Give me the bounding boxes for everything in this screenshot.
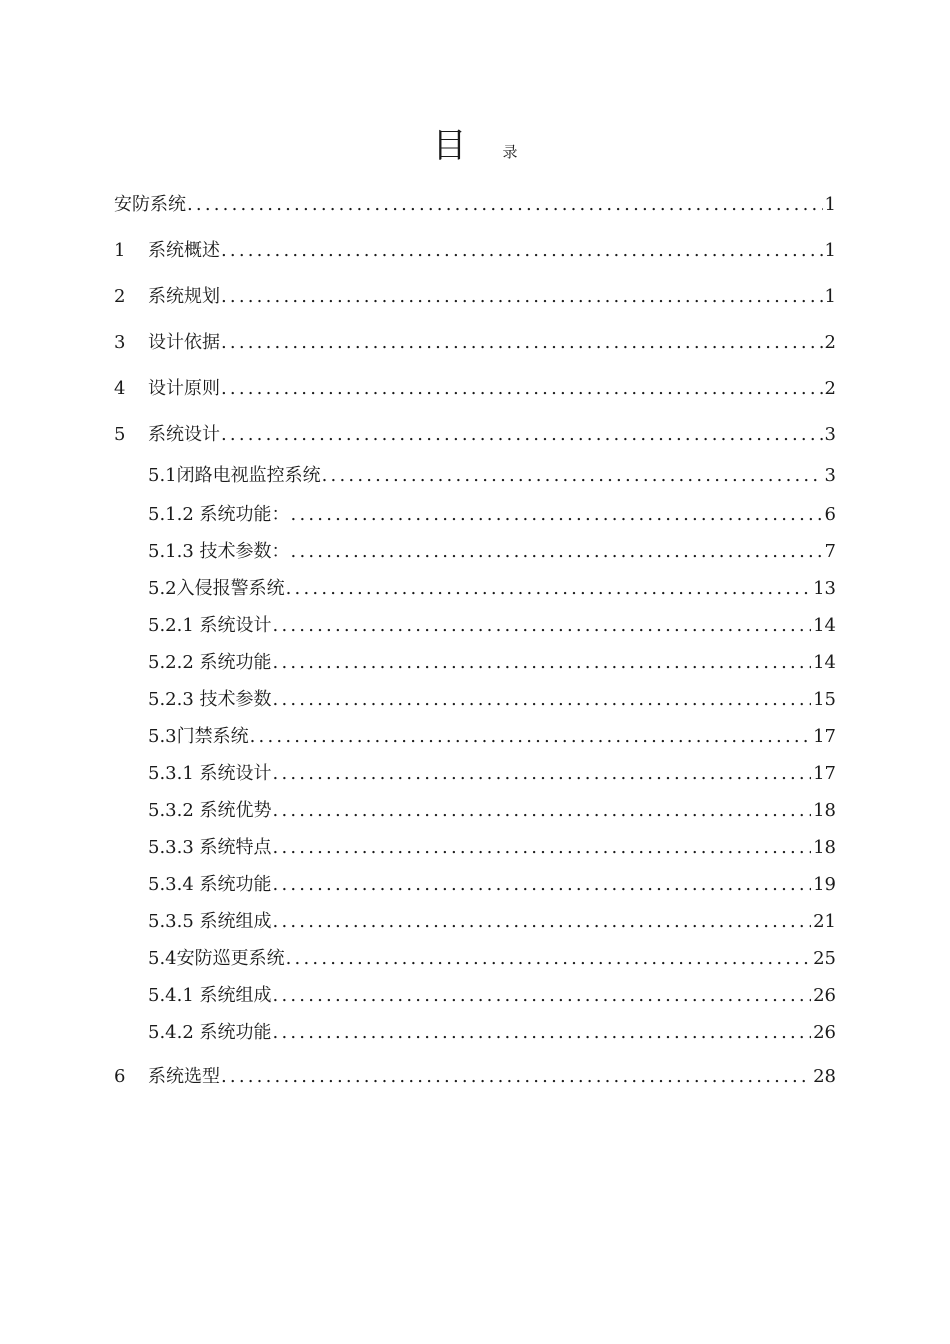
toc-entry-page: 26: [813, 985, 836, 1006]
toc-leader-dots: [273, 910, 812, 934]
toc-entry[interactable]: [148, 910, 836, 934]
toc-entry-label: 5.4.1 系统组成: [148, 985, 272, 1006]
toc-entry[interactable]: [114, 1065, 836, 1089]
toc-entry-page: 1: [824, 286, 836, 307]
toc-entry-number: 1: [114, 240, 126, 261]
toc-leader-dots: [286, 577, 811, 601]
toc-entry-page: 13: [813, 578, 836, 599]
toc-entry-label: 5.3.1 系统设计: [148, 763, 272, 784]
toc-entry-label: 5.3.3 系统特点: [148, 837, 272, 858]
toc-entry-label: 设计依据: [148, 332, 220, 353]
toc-leader-dots: [221, 377, 823, 401]
toc-leader-dots: [221, 239, 823, 263]
toc-entry[interactable]: [148, 836, 836, 860]
toc-entry[interactable]: [148, 464, 836, 488]
toc-entry-page: 17: [813, 763, 836, 784]
toc-entry-label: 安防系统: [114, 194, 186, 215]
toc-entry-page: 2: [824, 332, 836, 353]
toc-entry[interactable]: [148, 614, 836, 638]
toc-entry-page: 1: [824, 194, 836, 215]
toc-entry-number: 4: [114, 378, 126, 399]
toc-entry[interactable]: [148, 725, 836, 749]
toc-leader-dots: [221, 423, 823, 447]
toc-entry-label: 5.1.3 技术参数：: [148, 541, 290, 562]
toc-leader-dots: [221, 331, 823, 355]
toc-entry-number: 3: [114, 332, 126, 353]
toc-entry-label: 5.3.4 系统功能: [148, 874, 272, 895]
toc-leader-dots: [221, 1065, 811, 1089]
toc-leader-dots: [273, 984, 812, 1008]
toc-entry[interactable]: [114, 331, 836, 355]
toc-title-secondary: 录: [502, 143, 518, 161]
toc-leader-dots: [273, 1021, 812, 1045]
toc-entry[interactable]: [148, 873, 836, 897]
toc-title: [0, 118, 950, 167]
toc-entry[interactable]: [148, 1021, 836, 1045]
toc-entry-label: 系统设计: [148, 424, 220, 445]
toc-leader-dots: [273, 873, 812, 897]
toc-entry-label: 5.2.2 系统功能: [148, 652, 272, 673]
toc-title-main: 目: [432, 126, 467, 166]
toc-leader-dots: [286, 947, 811, 971]
toc-leader-dots: [322, 464, 823, 488]
toc-leader-dots: [273, 651, 812, 675]
toc-leader-dots: [291, 540, 823, 564]
toc-entry-number: 5: [114, 424, 126, 445]
toc-entry[interactable]: [148, 799, 836, 823]
toc-entry-page: 26: [813, 1022, 836, 1043]
toc-leader-dots: [273, 614, 812, 638]
toc-entry-label: 5.1闭路电视监控系统: [148, 465, 321, 486]
toc-entry-label: 5.3门禁系统: [148, 726, 249, 747]
toc-entry-page: 25: [813, 948, 836, 969]
toc-entry-page: 17: [813, 726, 836, 747]
toc-entry-page: 18: [813, 837, 836, 858]
toc-entry[interactable]: [148, 688, 836, 712]
toc-entry-page: 28: [813, 1066, 836, 1087]
toc-entry[interactable]: [148, 947, 836, 971]
toc-entry[interactable]: [148, 762, 836, 786]
toc-entry-label: 系统规划: [148, 286, 220, 307]
toc-entry[interactable]: [114, 423, 836, 447]
toc-entry[interactable]: [114, 193, 836, 217]
toc-entry-page: 6: [824, 504, 836, 525]
toc-entry[interactable]: [148, 540, 836, 564]
toc-entry-page: 18: [813, 800, 836, 821]
toc-entry-label: 设计原则: [148, 378, 220, 399]
toc-entry-label: 5.2入侵报警系统: [148, 578, 285, 599]
toc-entry[interactable]: [114, 285, 836, 309]
toc-leader-dots: [221, 285, 823, 309]
toc-leader-dots: [291, 503, 823, 527]
toc-leader-dots: [273, 762, 812, 786]
toc-leader-dots: [273, 799, 812, 823]
toc-entry[interactable]: [114, 377, 836, 401]
toc-leader-dots: [273, 836, 812, 860]
toc-entry[interactable]: [148, 503, 836, 527]
toc-entry-page: 2: [824, 378, 836, 399]
toc-entry[interactable]: [148, 577, 836, 601]
toc-entry-label: 5.3.5 系统组成: [148, 911, 272, 932]
toc-entry-label: 系统概述: [148, 240, 220, 261]
toc-entry-number: 6: [114, 1066, 126, 1087]
toc-entry[interactable]: [148, 984, 836, 1008]
toc-entry-label: 系统选型: [148, 1066, 220, 1087]
toc-entry-label: 5.2.1 系统设计: [148, 615, 272, 636]
toc-leader-dots: [250, 725, 811, 749]
toc-entry-page: 15: [813, 689, 836, 710]
toc-entry-number: 2: [114, 286, 126, 307]
toc-entry-page: 3: [824, 465, 836, 486]
toc-leader-dots: [187, 193, 823, 217]
toc-entry-page: 14: [813, 615, 836, 636]
toc-entry-label: 5.4.2 系统功能: [148, 1022, 272, 1043]
toc-entry[interactable]: [148, 651, 836, 675]
toc-entry-page: 19: [813, 874, 836, 895]
toc-entry-page: 1: [824, 240, 836, 261]
toc-entry-label: 5.4安防巡更系统: [148, 948, 285, 969]
toc-entry-page: 14: [813, 652, 836, 673]
toc-entry-page: 7: [824, 541, 836, 562]
toc-leader-dots: [273, 688, 812, 712]
toc-entry-page: 3: [824, 424, 836, 445]
toc-entry[interactable]: [114, 239, 836, 263]
toc-entry-label: 5.1.2 系统功能：: [148, 504, 290, 525]
toc-entry-label: 5.3.2 系统优势: [148, 800, 272, 821]
toc-entry-label: 5.2.3 技术参数: [148, 689, 272, 710]
toc-entry-page: 21: [813, 911, 836, 932]
